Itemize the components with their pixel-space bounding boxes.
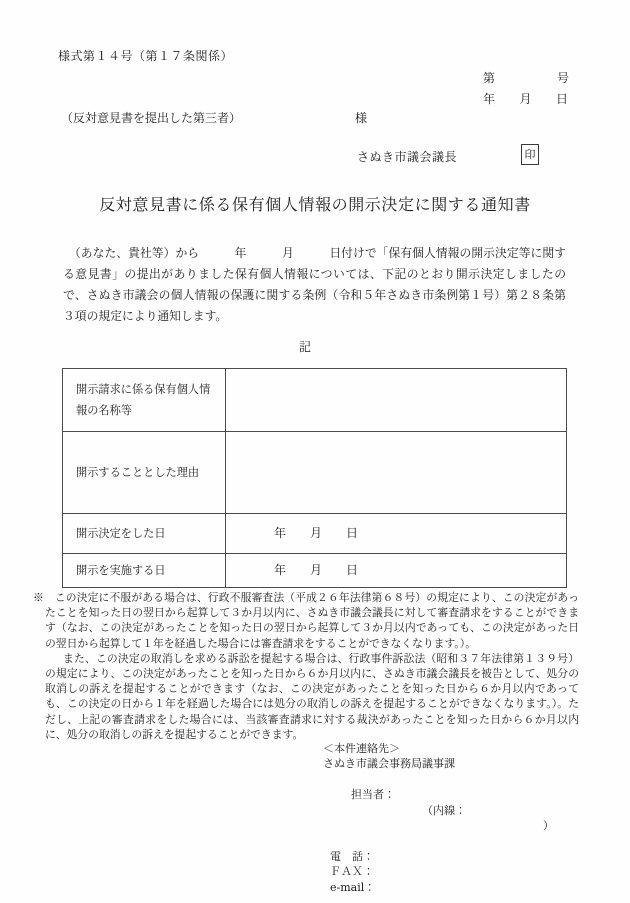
document-number-line <box>483 69 569 86</box>
document-title: 反対意見書に係る保有個人情報の開示決定に関する通知書 <box>99 195 531 214</box>
row-label-disclosure-reason: 開示することとした理由 <box>63 432 226 514</box>
appeal-note <box>33 590 579 742</box>
details-table <box>62 368 567 588</box>
contact-email-label: e-mail： <box>330 880 376 894</box>
date-year-label: 年 <box>483 92 496 106</box>
doc-number-prefix: 第 <box>483 71 496 85</box>
table-row <box>63 432 567 514</box>
contact-office: さぬき市議会事務局議事課 <box>323 757 455 771</box>
contact-header: ＜本件連絡先＞ <box>323 742 400 755</box>
table-row <box>63 554 567 588</box>
date-day-label: 日 <box>555 92 568 106</box>
note-paragraph-review-request: ※ この決定に不服がある場合は、行政不服審査法（平成２６年法律第６８号）の規定により、この決定があったことを知った日の翌日から起算して３か月以内に、さぬき市議会議長に対して審査請求をすることができます（なお、この決定があったことを知った日の翌日から起算して３か月以内であっても、この決定があった日の翌日から起算して１年を経過した場合には審査請求をすることができなくなります。）。 <box>33 591 579 650</box>
addressee-honorific: 様 <box>355 111 368 125</box>
doc-number-suffix: 号 <box>556 71 569 85</box>
row-value-implementation-date: 年 月 日 <box>226 554 567 588</box>
contact-person-label: 担当者： <box>350 788 395 802</box>
addressee-label: （反対意見書を提出した第三者） <box>61 111 242 125</box>
row-value-decision-date: 年 月 日 <box>226 514 567 554</box>
row-label-decision-date: 開示決定をした日 <box>63 514 226 554</box>
contact-extension-close: ） <box>543 819 554 833</box>
contact-tel-label: 電 話： <box>330 849 374 863</box>
issuer-name: さぬき市議会議長 <box>357 150 458 164</box>
ki-heading: 記 <box>298 340 311 354</box>
contact-block <box>323 741 554 895</box>
form-number: 様式第１４号（第１７条関係） <box>58 49 234 63</box>
body-paragraph: （あなた、貴社等）から 年 月 日付けで「保有個人情報の開示決定等に関する意見書」の提出がありました保有個人情報については、下記のとおり開示決定しましたので、さぬき市議会の個人情報の保護に関する条例（令和５年さぬき市条例第１号）第２８条第３項の規定により通知します。 <box>63 246 566 323</box>
row-value-disclosure-reason <box>226 432 567 514</box>
contact-fax-label: ＦＡＸ： <box>330 865 374 879</box>
table-row <box>63 514 567 554</box>
table-row <box>63 369 567 432</box>
date-month-label: 月 <box>519 92 532 106</box>
contact-extension-open: （内線： <box>422 803 466 817</box>
note-paragraph-lawsuit: また、この決定の取消しを求める訴訟を提起する場合は、行政事件訴訟法（昭和３７年法律第１３９号）の規定により、この決定があったことを知った日から６か月以内に、さぬき市議会議長を被告として、処分の取消しの訴えを提起することができます（なお、この決定があったことを知った日から６か月以内であっても、この決定の日から１年を経過した場合には処分の取消しの訴えを提起することができなくなります。）。ただし、上記の審査請求をした場合には、当該審査請求に対する裁決があったことを知った日から６か月以内に、処分の取消しの訴えを提起することができます。 <box>45 651 579 741</box>
issue-date-line <box>483 90 568 107</box>
seal-stamp-box: 印 <box>521 144 539 165</box>
contact-person-line <box>323 772 554 849</box>
row-label-personal-info-name: 開示請求に係る保有個人情報の名称等 <box>63 369 226 432</box>
row-value-personal-info-name <box>226 369 567 432</box>
row-label-implementation-date: 開示を実施する日 <box>63 554 226 588</box>
